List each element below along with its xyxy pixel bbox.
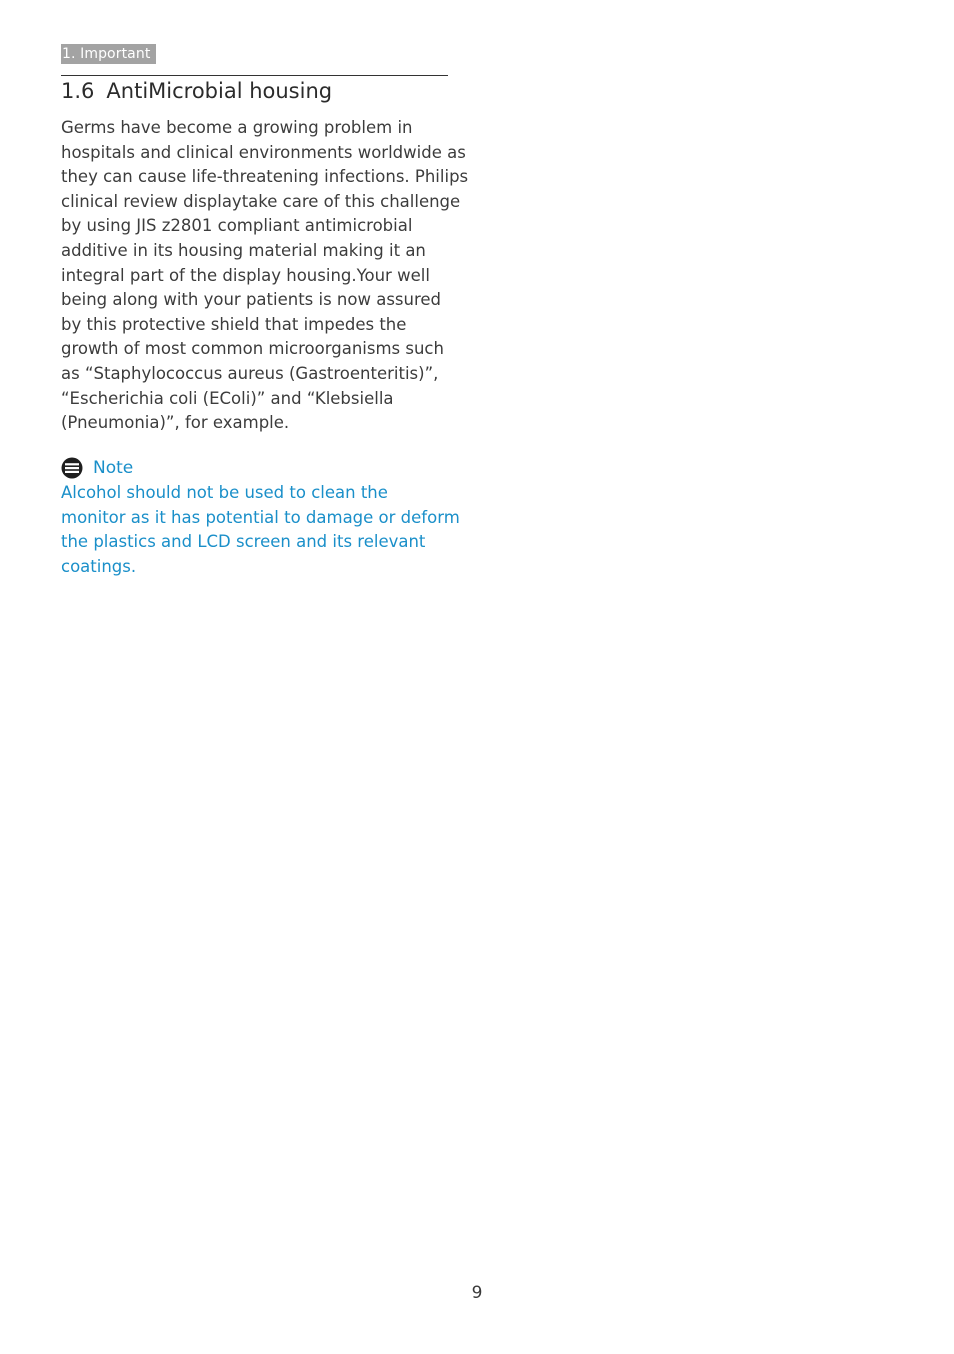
note-icon	[61, 457, 83, 479]
section-number: 1.6	[61, 79, 95, 103]
body-line: (Pneumonia)”, for example.	[61, 413, 290, 433]
section-title: AntiMicrobial housing	[106, 79, 333, 103]
body-line: Germs have become a growing problem in	[61, 118, 413, 137]
page-number: 9	[471, 1283, 483, 1303]
body-line: by this protective shield that impedes the	[61, 314, 407, 334]
body-line: by using JIS z2801 compliant antimicrobial	[61, 216, 413, 236]
body-line: they can cause life-threatening infections. Philips	[61, 167, 469, 187]
note-line: Alcohol should not be used to clean the	[61, 483, 388, 502]
body-line: “Escherichia coli (EColi)” and “Klebsiella	[61, 388, 394, 408]
note-header	[61, 455, 133, 481]
body-line: clinical review displaytake care of this challenge	[61, 191, 461, 211]
section-heading	[61, 76, 332, 106]
body-line: as “Staphylococcus aureus (Gastroenteritis)”,	[61, 363, 439, 383]
body-line: being along with your patients is now assured	[61, 290, 442, 310]
note-label: Note	[93, 458, 134, 478]
body-line: integral part of the display housing.Your well	[61, 265, 430, 285]
section-tag: 1. Important	[61, 44, 156, 64]
body-line: hospitals and clinical environments worldwide as	[61, 142, 466, 162]
note-line: the plastics and LCD screen and its relevant	[61, 532, 426, 552]
note-line: coatings.	[61, 556, 137, 576]
note-text	[61, 481, 460, 579]
body-paragraph	[61, 116, 469, 436]
body-line: growth of most common microorganisms such	[61, 339, 444, 359]
note-line: monitor as it has potential to damage or deform	[61, 507, 460, 527]
body-line: additive in its housing material making it an	[61, 240, 426, 260]
